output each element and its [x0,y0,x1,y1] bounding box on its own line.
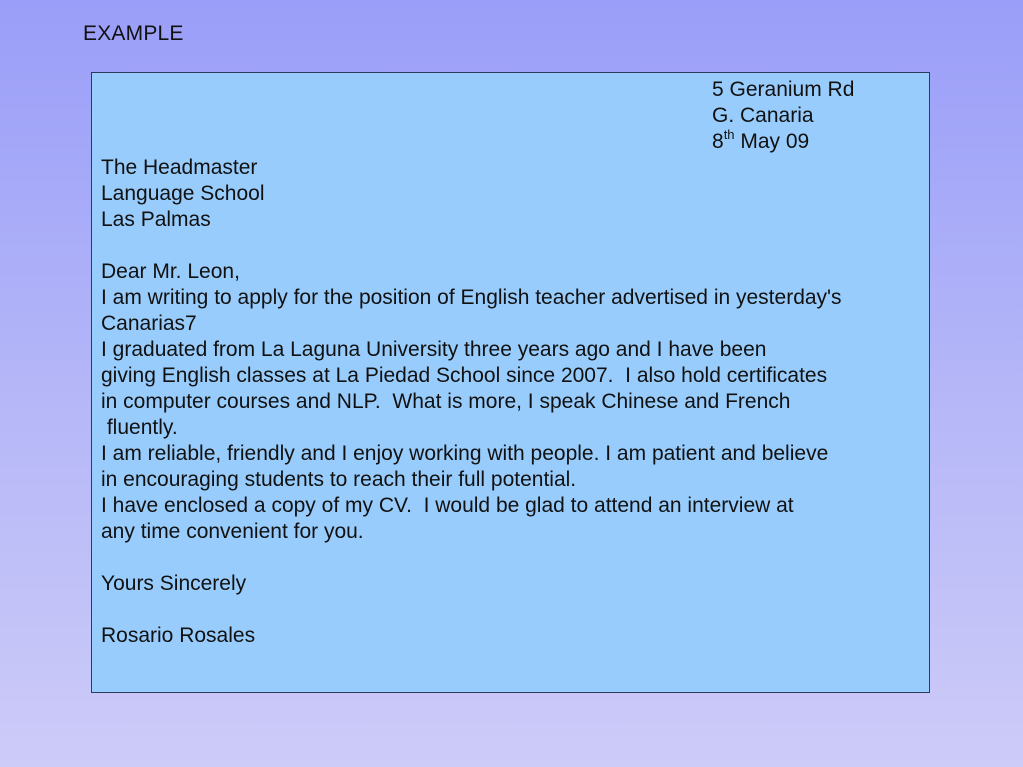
date-suffix: th [723,127,735,142]
letter-box [91,72,930,693]
sender-city: G. Canaria [712,104,814,127]
spacer [101,233,926,259]
body-line: fluently. [101,416,178,439]
body-line: I have enclosed a copy of my CV. I would be glad to attend an interview at [101,494,794,517]
recipient-line: The Headmaster [101,156,258,179]
spacer [101,597,926,623]
letter-text [101,77,926,649]
date-day: 8 [712,130,724,153]
body-line: I am reliable, friendly and I enjoy working with people. I am patient and believe [101,442,829,465]
body-line: I graduated from La Laguna University three years ago and I have been [101,338,767,361]
body-line: in computer courses and NLP. What is more, I speak Chinese and French [101,390,791,413]
body-line: giving English classes at La Piedad School since 2007. I also hold certificates [101,364,828,387]
body-line: I am writing to apply for the position of English teacher advertised in yesterday's [101,286,842,309]
signature: Rosario Rosales [101,624,256,647]
recipient-line: Language School [101,182,265,205]
closing: Yours Sincerely [101,572,247,595]
recipient-address [101,155,926,233]
letter-date [712,129,926,155]
body-line: any time convenient for you. [101,520,364,543]
body-line: Canarias7 [101,312,197,335]
date-rest: May 09 [734,130,810,153]
letter-body [101,285,926,545]
body-line: in encouraging students to reach their full potential. [101,468,577,491]
spacer [101,545,926,571]
slide-title: EXAMPLE [83,22,184,45]
sender-street: 5 Geranium Rd [712,78,855,101]
salutation: Dear Mr. Leon, [101,260,240,283]
sender-address [712,77,926,155]
recipient-line: Las Palmas [101,208,211,231]
